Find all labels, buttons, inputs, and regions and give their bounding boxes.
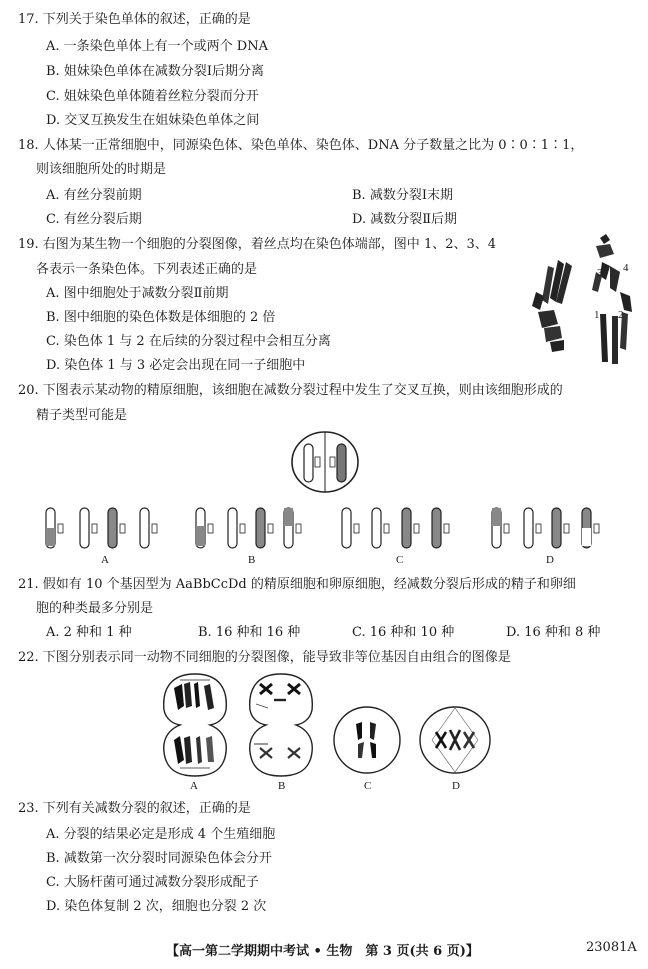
q21-option-b[interactable]: B. 16 种和 16 种 bbox=[198, 625, 301, 640]
q22-option-b-figure[interactable] bbox=[246, 670, 316, 780]
q22-option-a-figure[interactable] bbox=[160, 670, 230, 780]
q19-label-3: 3 bbox=[597, 267, 603, 279]
q17-option-d[interactable]: D. 交叉互换发生在姐妹染色单体之间 bbox=[46, 113, 260, 128]
q21-option-d[interactable]: D. 16 种和 8 种 bbox=[506, 625, 601, 640]
q20-label-b: B bbox=[248, 554, 256, 566]
q22-option-d-figure[interactable] bbox=[418, 704, 492, 776]
q20-label-c: C bbox=[396, 554, 404, 566]
q20-option-b-figure[interactable] bbox=[194, 506, 310, 550]
q21-option-c[interactable]: C. 16 种和 10 种 bbox=[352, 625, 455, 640]
q18-stem-line2: 则该细胞所处的时期是 bbox=[36, 162, 167, 177]
q20-spermatogonium-figure bbox=[290, 430, 360, 494]
q21-stem-line2: 胞的种类最多分别是 bbox=[36, 601, 154, 616]
q19-label-1: 1 bbox=[594, 309, 600, 321]
q18-option-b[interactable]: B. 减数分裂Ⅰ末期 bbox=[352, 188, 453, 203]
q22-label-b: B bbox=[278, 780, 286, 792]
q21-option-a[interactable]: A. 2 种和 1 种 bbox=[46, 625, 132, 640]
q19-option-c[interactable]: C. 染色体 1 与 2 在后续的分裂过程中会相互分离 bbox=[46, 334, 331, 349]
q17-option-b[interactable]: B. 姐妹染色单体在减数分裂Ⅰ后期分离 bbox=[46, 64, 264, 79]
q19-option-b[interactable]: B. 图中细胞的染色体数是体细胞的 2 倍 bbox=[46, 310, 276, 325]
q23-stem: 23. 下列有关减数分裂的叙述，正确的是 bbox=[18, 801, 251, 816]
q20-label-d: D bbox=[546, 554, 554, 566]
q22-label-c: C bbox=[364, 780, 372, 792]
q23-option-c[interactable]: C. 大肠杆菌可通过减数分裂形成配子 bbox=[46, 875, 259, 890]
q22-stem: 22. 下图分别表示同一动物不同细胞的分裂图像，能导致非等位基因自由组合的图像是 bbox=[18, 650, 511, 665]
q19-option-a[interactable]: A. 图中细胞处于减数分裂Ⅱ前期 bbox=[46, 286, 229, 301]
q17-option-c[interactable]: C. 姐妹染色单体随着丝粒分裂而分开 bbox=[46, 89, 259, 104]
q20-stem-line2: 精子类型可能是 bbox=[36, 408, 128, 423]
q22-label-d: D bbox=[452, 780, 460, 792]
q22-option-c-figure[interactable] bbox=[332, 704, 402, 776]
q20-option-c-figure[interactable] bbox=[340, 506, 456, 550]
q19-chromosome-figure bbox=[530, 232, 640, 370]
q19-option-d[interactable]: D. 染色体 1 与 3 必定会出现在同一子细胞中 bbox=[46, 358, 306, 373]
footer-title: 【高一第二学期期中考试 • 生物 第 3 页(共 6 页)】 bbox=[166, 944, 479, 959]
q20-stem-line1: 20. 下图表示某动物的精原细胞，该细胞在减数分裂过程中发生了交叉互换，则由该细胞形成的 bbox=[18, 383, 563, 398]
q17-option-a[interactable]: A. 一条染色单体上有一个或两个 DNA bbox=[46, 39, 268, 54]
q20-option-a-figure[interactable] bbox=[44, 506, 160, 550]
q20-option-d-figure[interactable] bbox=[490, 506, 606, 550]
q17-stem: 17. 下列关于染色单体的叙述，正确的是 bbox=[18, 12, 251, 27]
q19-stem-line2: 各表示一条染色体。下列表述正确的是 bbox=[36, 262, 258, 277]
q18-option-a[interactable]: A. 有丝分裂前期 bbox=[46, 188, 142, 203]
q21-stem-line1: 21. 假如有 10 个基因型为 AaBbCcDd 的精原细胞和卵原细胞，经减数分裂后形成的精子和卵细 bbox=[18, 577, 576, 592]
q23-option-a[interactable]: A. 分裂的结果必定是形成 4 个生殖细胞 bbox=[46, 827, 276, 842]
q19-label-4: 4 bbox=[623, 262, 629, 274]
q18-option-c[interactable]: C. 有丝分裂后期 bbox=[46, 212, 142, 227]
q19-stem-line1: 19. 右图为某生物一个细胞的分裂图像，着丝点均在染色体端部，图中 1、2、3、4 bbox=[18, 237, 497, 252]
q18-stem-line1: 18. 人体某一正常细胞中，同源染色体、染色单体、染色体、DNA 分子数量之比为 0∶0∶1∶1， bbox=[18, 138, 584, 153]
q23-option-b[interactable]: B. 减数第一次分裂时同源染色体会分开 bbox=[46, 851, 272, 866]
q18-option-d[interactable]: D. 减数分裂Ⅱ后期 bbox=[352, 212, 458, 227]
q23-option-d[interactable]: D. 染色体复制 2 次，细胞也分裂 2 次 bbox=[46, 899, 267, 914]
footer-code: 23081A bbox=[586, 940, 637, 955]
q20-label-a: A bbox=[101, 554, 109, 566]
q19-label-2: 2 bbox=[618, 309, 624, 321]
q22-label-a: A bbox=[190, 780, 198, 792]
